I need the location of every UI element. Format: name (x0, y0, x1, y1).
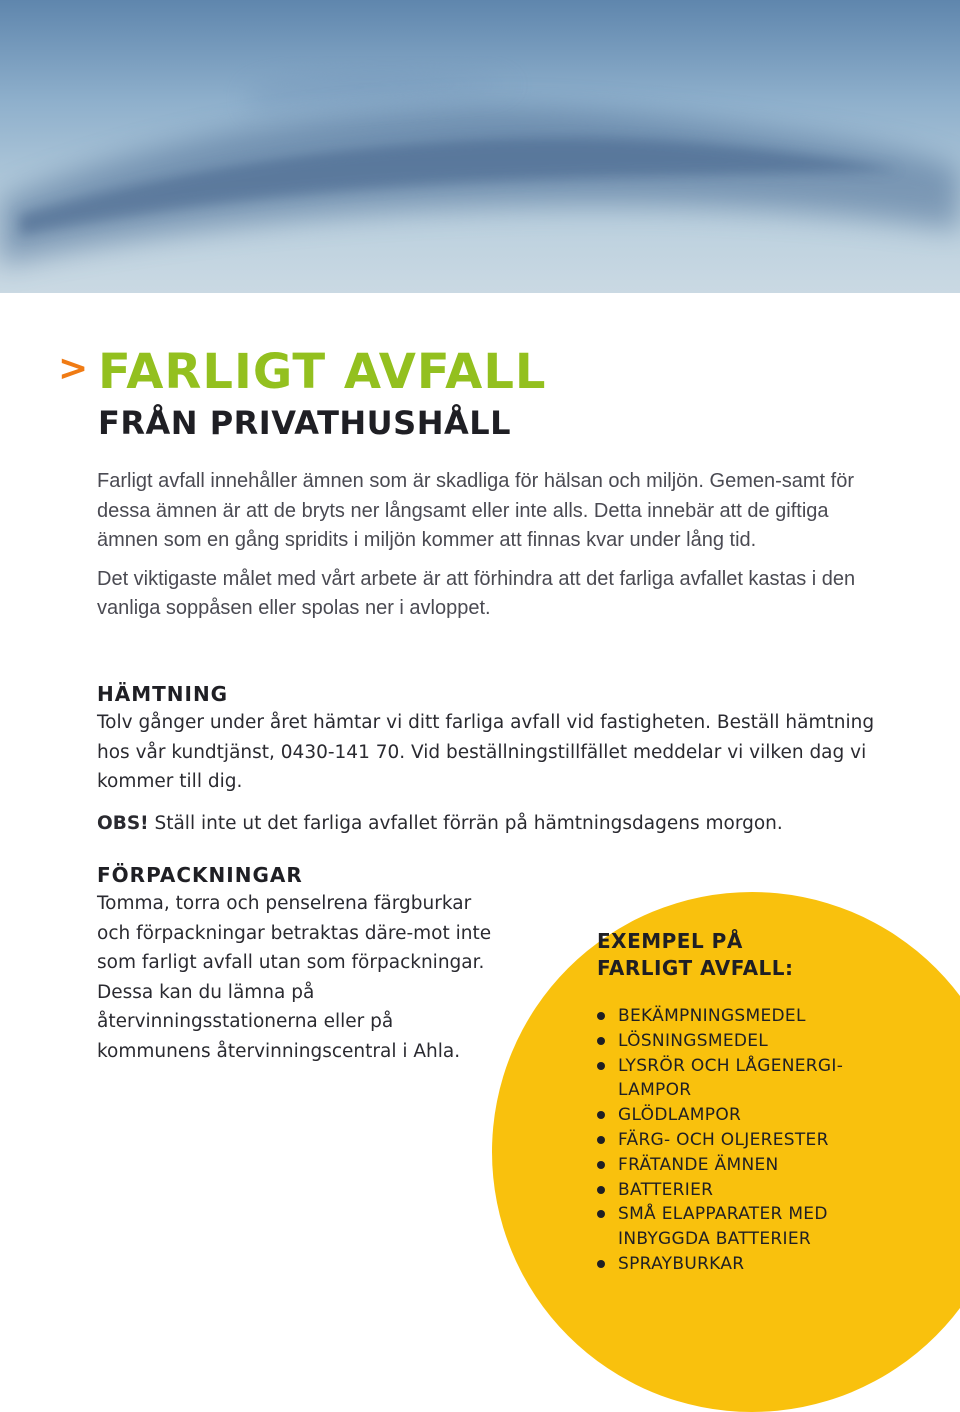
page-subtitle: FRÅN PRIVATHUSHÅLL (98, 404, 512, 442)
list-item (597, 1252, 897, 1277)
list-item-label: SMÅ ELAPPARATER MED INBYGGDA BATTERIER (618, 1204, 828, 1250)
list-item-label: FRÄTANDE ÄMNEN (618, 1154, 779, 1175)
packaging-heading: FÖRPACKNINGAR (97, 863, 303, 887)
list-item (597, 1103, 897, 1128)
intro-paragraph-2: Det viktigaste målet med vårt arbete är att förhindra att det farliga avfallet kastas i den vanliga soppåsen eller spolas ner i avloppet. (97, 567, 856, 619)
examples-heading-line-1: EXEMPEL PÅ (597, 929, 743, 953)
list-item-label: GLÖDLAMPOR (618, 1105, 742, 1126)
list-item-label: BATTERIER (618, 1179, 714, 1200)
bullet-icon (597, 1111, 605, 1119)
pickup-heading: HÄMTNING (97, 682, 229, 706)
chevron-icon: > (58, 348, 89, 389)
packaging-text: Tomma, torra och penselrena färgburkar och förpackningar betraktas däre-mot inte som farligt avfall utan som förpackningar. Dessa kan du lämna på återvinningsstationerna eller på kommunens återvinningscentral i Ahla. (97, 893, 492, 1062)
bullet-icon (597, 1186, 605, 1194)
examples-heading-line-2: FARLIGT AVFALL: (597, 956, 794, 980)
list-item (597, 1004, 897, 1029)
bullet-icon (597, 1012, 605, 1020)
list-item-label: LÖSNINGSMEDEL (618, 1030, 769, 1051)
examples-heading (597, 928, 897, 982)
obs-text: Ställ inte ut det farliga avfallet förrän på hämtningsdagens morgon. (148, 812, 783, 834)
examples-box (597, 928, 897, 1277)
list-item (597, 1202, 868, 1252)
sky-photo (0, 0, 960, 293)
list-item (597, 1128, 897, 1153)
pickup-text: Tolv gånger under året hämtar vi ditt farliga avfall vid fastigheten. Beställ hämtning hos vår kundtjänst, 0430-141 70. Vid beställningstillfället meddelar vi vilken dag vi kommer till dig. (97, 712, 875, 792)
list-item (597, 1054, 868, 1104)
list-item (597, 1029, 897, 1054)
obs-label: OBS! (97, 812, 149, 834)
list-item-label: SPRAYBURKAR (618, 1253, 745, 1274)
list-item-label: FÄRG- OCH OLJERESTER (618, 1129, 829, 1150)
list-item-label: LYSRÖR OCH LÅGENERGI-LAMPOR (618, 1055, 844, 1101)
page-title: FARLIGT AVFALL (98, 344, 547, 400)
bullet-icon (597, 1260, 605, 1268)
pickup-section (97, 680, 877, 838)
intro-text (97, 467, 877, 624)
bullet-icon (597, 1210, 605, 1218)
packaging-section (97, 861, 507, 1066)
bullet-icon (597, 1062, 605, 1070)
obs-note (97, 809, 877, 839)
bullet-icon (597, 1161, 605, 1169)
cloud-image (0, 0, 960, 293)
list-item (597, 1153, 897, 1178)
list-item-label: BEKÄMPNINGSMEDEL (618, 1006, 806, 1026)
examples-list (597, 1004, 897, 1277)
bullet-icon (597, 1037, 605, 1045)
list-item (597, 1178, 897, 1203)
bullet-icon (597, 1136, 605, 1144)
intro-paragraph-1: Farligt avfall innehåller ämnen som är skadliga för hälsan och miljön. Gemen-samt för dessa ämnen är att de bryts ner långsamt eller inte alls. Detta innebär att de giftiga ämnen som en gång spridits i miljön kommer att finnas kvar under lång tid. (97, 470, 855, 551)
